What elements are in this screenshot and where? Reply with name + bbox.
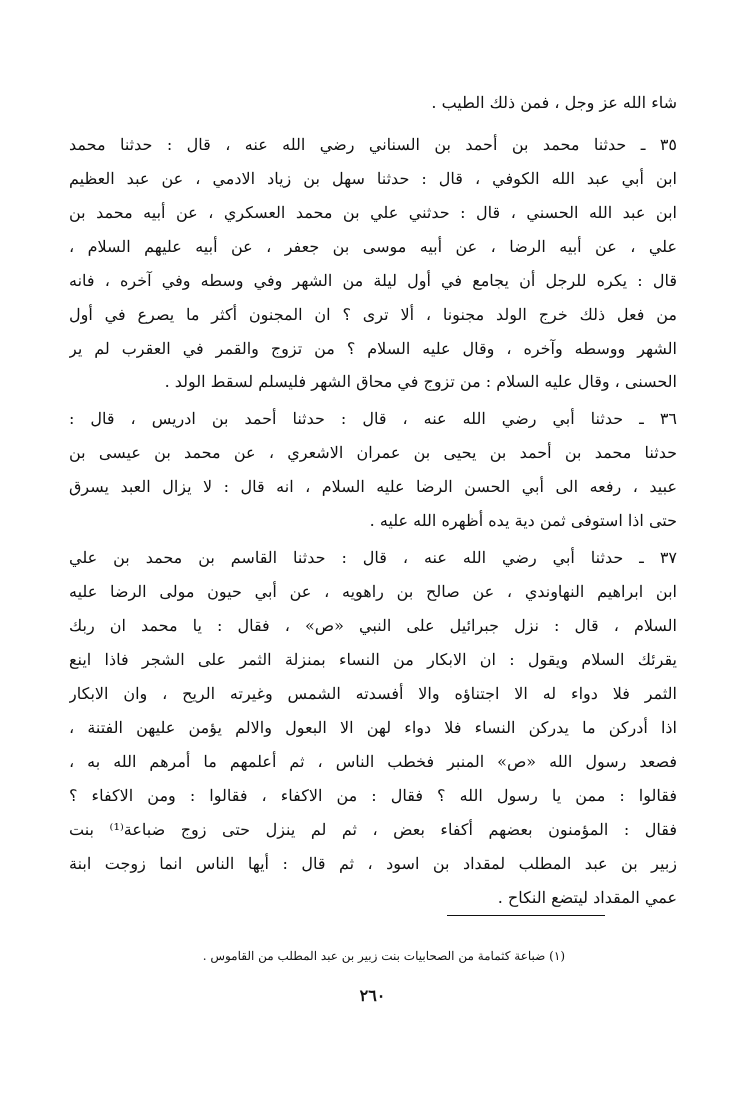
- text-line: ٣٦ ـ حدثنا أبي رضي الله عنه ، قال : حدثنا أحمد بن ادريس ، قال :: [69, 409, 677, 428]
- text-line: ٣٧ ـ حدثنا أبي رضي الله عنه ، قال : حدثنا القاسم بن محمد بن علي: [69, 548, 677, 567]
- page-number: ٢٦٠: [359, 986, 386, 1005]
- footnote: (١) ضباعة كثمامة من الصحابيات بنت زبير بن عبد المطلب من القاموس .: [202, 949, 565, 963]
- text-line: الشهر ووسطه وآخره ، وقال عليه السلام ؟ من تزوج والقمر في العقرب لم ير: [69, 339, 677, 358]
- text-line: علي ، عن أبيه الرضا ، عن أبيه موسى بن جعفر ، عن أبيه عليهم السلام ،: [69, 237, 677, 256]
- text-line: فقال : المؤمنون بعضهم أكفاء بعض ، ثم لم ينزل حتى زوج ضباعة⁽¹⁾ بنت: [69, 820, 677, 839]
- text-line: زبير بن عبد المطلب لمقداد بن اسود ، ثم قال : أيها الناس انما زوجت ابنة: [69, 854, 677, 873]
- text-line: قال : يكره للرجل أن يجامع في أول ليلة من الشهر وفي وسطه وفي آخره ، فانه: [69, 271, 677, 290]
- text-line: ابن أبي عبد الله الكوفي ، قال : حدثنا سهل بن زياد الادمي ، عن عبد العظيم: [69, 169, 677, 188]
- text-line: الثمر فلا دواء له الا اجتناؤه والا أفسدته الشمس وغيرته الريح ، وان الابكار: [69, 684, 677, 703]
- text-line: ابن ابراهيم النهاوندي ، عن صالح بن راهويه ، عن أبي حيون مولى الرضا عليه: [69, 582, 677, 601]
- text-line: ابن عبد الله الحسني ، قال : حدثني علي بن محمد العسكري ، عن أبيه محمد بن: [69, 203, 677, 222]
- text-line: اذا أدركن ما يدركن النساء فلا دواء لهن الا البعول والالم يؤمن عليهن الفتنة ،: [69, 718, 677, 737]
- text-line: شاء الله عز وجل ، فمن ذلك الطيب .: [431, 93, 677, 112]
- footnote-divider: [447, 915, 605, 916]
- text-line: حدثنا محمد بن أحمد بن يحيى بن عمران الاشعري ، عن محمد بن عيسى بن: [69, 443, 677, 462]
- text-line: يقرئك السلام ويقول : ان الابكار من النساء بمنزلة الثمر على الشجر فاذا اينع: [69, 650, 677, 669]
- text-line: عمي المقداد ليتضع النكاح .: [497, 888, 677, 907]
- text-line: فصعد رسول الله «ص» المنبر فخطب الناس ، ثم أعلمهم ما أمرهم الله به ،: [69, 752, 677, 771]
- text-line: ٣٥ ـ حدثنا محمد بن أحمد بن السناني رضي الله عنه ، قال : حدثنا محمد: [69, 135, 677, 154]
- text-line: السلام ، قال : نزل جبرائيل على النبي «ص» ، فقال : يا محمد ان ربك: [69, 616, 677, 635]
- text-line: فقالوا : ممن يا رسول الله ؟ فقال : من الاكفاء ، فقالوا : ومن الاكفاء ؟: [69, 786, 677, 805]
- text-line: من فعل ذلك خرج الولد مجنونا ، ألا ترى ؟ ان المجنون أكثر ما يصرع في أول: [69, 305, 677, 324]
- text-line: الحسنى ، وقال عليه السلام : من تزوج في محاق الشهر فليسلم لسقط الولد .: [164, 372, 677, 391]
- text-line: حتى اذا استوفى ثمن دية يده أظهره الله عليه .: [369, 511, 677, 530]
- text-line: عبيد ، رفعه الى أبي الحسن الرضا عليه السلام ، انه قال : لا يزال العبد يسرق: [69, 477, 677, 496]
